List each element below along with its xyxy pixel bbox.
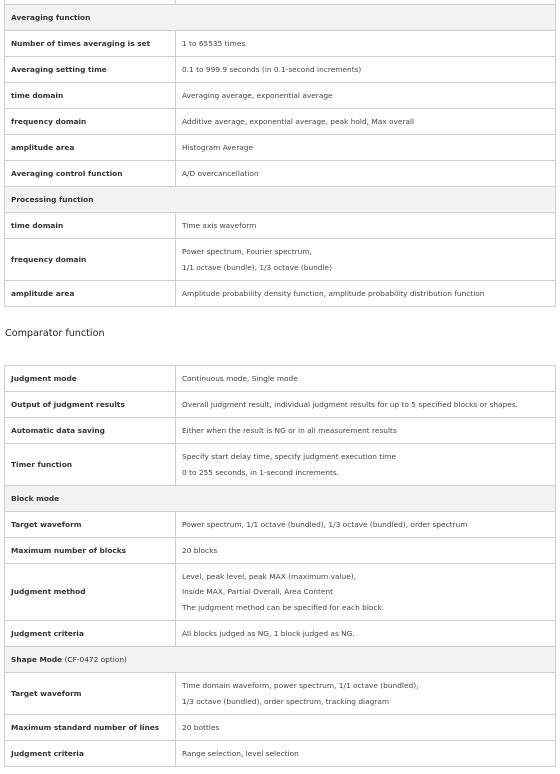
- spec-value: [176, 239, 556, 281]
- section-title: [5, 5, 556, 31]
- section-row: [5, 187, 556, 213]
- spec-value-line: The judgment method can be specified for each block.: [182, 602, 385, 612]
- spec-value-line: Level, peak level, peak MAX (maximum value),: [182, 571, 357, 581]
- spec-key: Number of times averaging is set: [5, 31, 176, 57]
- spec-row: [5, 444, 556, 486]
- comparator-spec-table: [4, 365, 556, 767]
- spec-value-line: 1/3 octave (bundled), order spectrum, tracking diagram: [182, 696, 390, 706]
- spec-key: Averaging setting time: [5, 57, 176, 83]
- section-title: [5, 187, 556, 213]
- section-title: [5, 486, 556, 512]
- spec-row: [5, 109, 556, 135]
- section-title-label: Shape Mode: [11, 654, 63, 664]
- spec-row: [5, 239, 556, 281]
- spec-key: Judgment mode: [5, 366, 176, 392]
- spec-row: [5, 741, 556, 767]
- comparator-spec-table-body: [5, 366, 556, 767]
- spec-value-line: Inside MAX, Partial Overall, Area Content: [182, 587, 333, 597]
- spec-value-line: Power spectrum, 1/1 octave (bundled), 1/3 octave (bundled), order spectrum: [182, 519, 468, 529]
- spec-row: [5, 31, 556, 57]
- spec-value: [176, 213, 556, 239]
- spec-value-line: 0.1 to 999.9 seconds (in 0.1-second increments): [182, 64, 362, 74]
- spec-key: frequency domain: [5, 239, 176, 281]
- section-row: [5, 486, 556, 512]
- spec-row: [5, 538, 556, 564]
- spec-row: [5, 621, 556, 647]
- spec-value-line: Range selection, level selection: [182, 748, 299, 758]
- spec-key: Maximum standard number of lines: [5, 715, 176, 741]
- spec-key: Averaging control function: [5, 161, 176, 187]
- spec-key: frequency domain: [5, 109, 176, 135]
- spec-row: [5, 213, 556, 239]
- spec-key: amplitude area: [5, 135, 176, 161]
- spec-row: [5, 715, 556, 741]
- section-title: [5, 647, 556, 673]
- section-title-label: Averaging function: [11, 12, 91, 22]
- spec-key: Output of judgment results: [5, 392, 176, 418]
- spec-value: [176, 281, 556, 307]
- spec-key: Target waveform: [5, 673, 176, 715]
- spec-value-line: 20 bottles: [182, 722, 220, 732]
- section-title-note: (CF-0472 option): [62, 654, 127, 664]
- spec-value-line: 1/1 octave (bundle), 1/3 octave (bundle): [182, 262, 332, 272]
- spec-row: [5, 161, 556, 187]
- spec-row: [5, 392, 556, 418]
- spec-row: [5, 366, 556, 392]
- spec-value-line: Power spectrum, Fourier spectrum,: [182, 247, 312, 256]
- spec-value: [176, 366, 556, 392]
- spec-value: [176, 538, 556, 564]
- spec-value-line: 1 to 65535 times: [182, 38, 246, 48]
- spec-value-line: Averaging average, exponential average: [182, 90, 333, 100]
- spec-value-line: 0 to 255 seconds, in 1-second increments.: [182, 467, 340, 477]
- spec-value: [176, 741, 556, 767]
- spec-value: [176, 392, 556, 418]
- spec-value-line: Either when the result is NG or in all measurement results: [182, 425, 397, 435]
- spec-value: [176, 621, 556, 647]
- spec-value: [176, 57, 556, 83]
- spec-value-line: Continuous mode, Single mode: [182, 373, 298, 383]
- spec-row: [5, 564, 556, 621]
- spec-value: [176, 31, 556, 57]
- spec-key: Timer function: [5, 444, 176, 486]
- section-title-label: Processing function: [11, 194, 94, 204]
- spec-value-line: Amplitude probability density function, amplitude probability distribution function: [182, 288, 485, 298]
- spec-value-line: All blocks judged as NG, 1 block judged as NG.: [182, 628, 355, 638]
- spec-value-line: 20 blocks: [182, 545, 218, 555]
- spec-row: [5, 135, 556, 161]
- spec-value-line: Overall judgment result, individual judgment results for up to 5 specified blocks or shapes.: [182, 399, 519, 409]
- spec-value-line: Specify start delay time, specify judgment execution time: [182, 452, 397, 461]
- spec-row: [5, 512, 556, 538]
- spec-key: time domain: [5, 213, 176, 239]
- spec-value: [176, 418, 556, 444]
- spec-row: [5, 57, 556, 83]
- spec-key: Judgment method: [5, 564, 176, 621]
- section-row: [5, 5, 556, 31]
- spec-value: [176, 444, 556, 486]
- spec-row: [5, 281, 556, 307]
- spec-value: [176, 83, 556, 109]
- spec-value-line: Time domain waveform, power spectrum, 1/1 octave (bundled),: [182, 681, 419, 690]
- spec-row: [5, 83, 556, 109]
- spec-value: [176, 564, 556, 621]
- averaging-spec-table-body: [5, 0, 556, 307]
- spec-value: [176, 109, 556, 135]
- section-row: [5, 647, 556, 673]
- spec-key: Automatic data saving: [5, 418, 176, 444]
- spec-value-line: A/D overcancellation: [182, 168, 259, 178]
- spec-key: time domain: [5, 83, 176, 109]
- averaging-spec-table: [4, 0, 556, 307]
- spec-key: Judgment criteria: [5, 621, 176, 647]
- spec-value: [176, 135, 556, 161]
- spec-value-line: Histogram Average: [182, 142, 254, 152]
- spec-key: Judgment criteria: [5, 741, 176, 767]
- spec-row: [5, 673, 556, 715]
- spec-value: [176, 512, 556, 538]
- spec-key: Maximum number of blocks: [5, 538, 176, 564]
- section-title-label: Block mode: [11, 493, 60, 503]
- spec-value: [176, 715, 556, 741]
- spec-row: [5, 418, 556, 444]
- section-heading-comparator: Comparator function: [5, 328, 105, 339]
- spec-value-line: Time axis waveform: [182, 220, 257, 230]
- spec-value: [176, 161, 556, 187]
- spec-key: amplitude area: [5, 281, 176, 307]
- spec-value: [176, 673, 556, 715]
- spec-value-line: Additive average, exponential average, peak hold, Max overall: [182, 116, 415, 126]
- spec-key: Target waveform: [5, 512, 176, 538]
